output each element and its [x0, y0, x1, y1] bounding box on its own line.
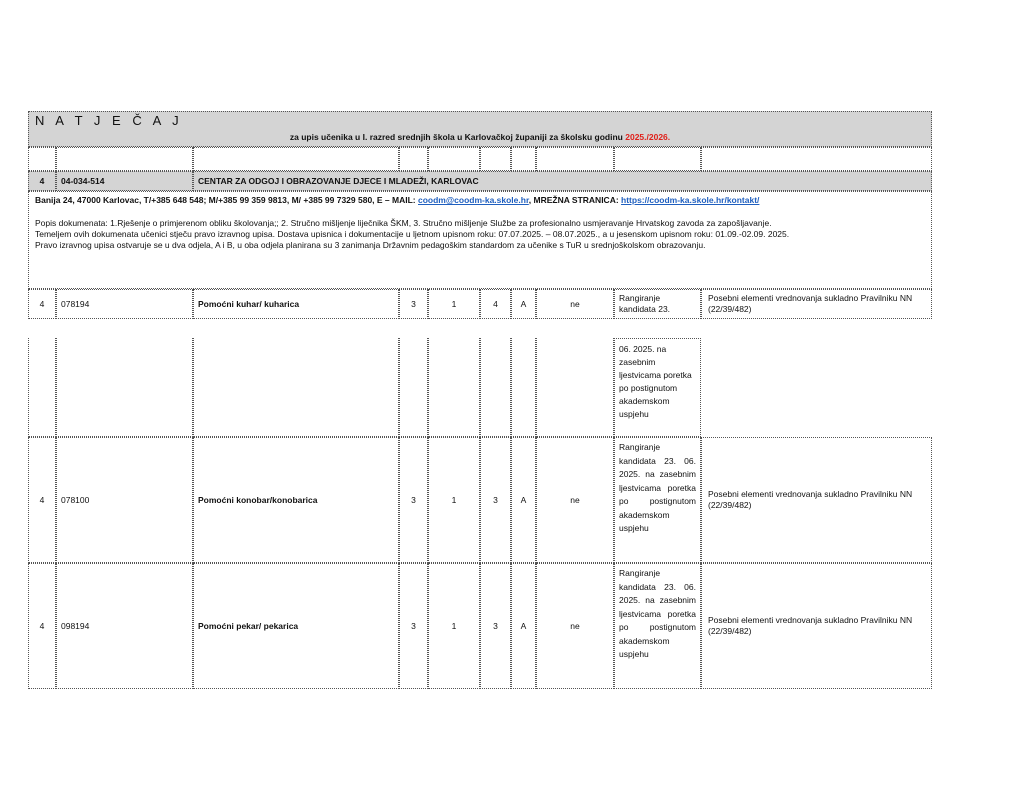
note-line: Temeljem ovih dokumenata učenici stječu pravo izravnog upisa. Dostava upisnica i dokumentacije u ljetnom upisnom roku: 07.07.2025. – 08.07.2025., a u jesenskom upisnom roku: 01.09.-02.09. 2025.	[35, 229, 790, 239]
row3-county: 4	[28, 563, 56, 689]
row1-c4: A	[511, 289, 536, 319]
empty-header-cell	[701, 147, 932, 171]
row3-c4: A	[511, 563, 536, 689]
empty-header-cell	[28, 147, 56, 171]
row3-code: 098194	[56, 563, 193, 689]
row1-c1: 3	[399, 289, 428, 319]
contact-text: Banija 24, 47000 Karlovac, T/+385 648 548; M/+385 99 359 9813, M/ +385 99 7329 580, E – MAIL:	[35, 195, 418, 205]
row3-c5: ne	[536, 563, 614, 689]
row2-c5: ne	[536, 437, 614, 563]
row1-cont-code	[56, 338, 193, 437]
empty-header-cell	[399, 147, 428, 171]
empty-header-cell	[536, 147, 614, 171]
contact-mid-text: , MREŽNA STRANICA:	[528, 195, 622, 205]
row3-ranking: Rangiranje kandidata 23. 06. 2025. na zasebnim ljestvicama poretka po postignutom akademskom uspjehu	[614, 563, 701, 689]
row1-cont-c1	[399, 338, 428, 437]
note-line: Pravo izravnog upisa ostvaruje se u dva odjela, A i B, u oba odjela planirana su 3 zanimanja Državnim pedagoškim standardom za učenike s TuR u srednjoškolskom obrazovanju.	[35, 240, 706, 250]
note-line: Popis dokumenata: 1.Rješenje o primjerenom obliku školovanja;; 2. Stručno mišljenje liječnika ŠKM, 3. Stručno mišljenje Službe za profesionalno usmjeravanje Hrvatskog zavoda za zapošljavanje.	[35, 218, 772, 228]
empty-header-cell	[511, 147, 536, 171]
school-name: CENTAR ZA ODGOJ I OBRAZOVANJE DJECE I MLADEŽI, KARLOVAC	[193, 171, 932, 191]
subtitle-text: za upis učenika u I. razred srednjih škola u Karlovačkoj županiji za školsku godinu	[289, 132, 626, 142]
email-link[interactable]: coodm@coodm-ka.skole.hr	[418, 195, 529, 205]
row1-c3: 4	[480, 289, 511, 319]
row2-ranking: Rangiranje kandidata 23. 06. 2025. na zasebnim ljestvicama poretka po postignutom akademskom uspjehu	[614, 437, 701, 563]
row1-criteria: Posebni elementi vrednovanja sukladno Pravilniku NN (22/39/482)	[701, 289, 932, 319]
row2-c1: 3	[399, 437, 428, 563]
row3-c3: 3	[480, 563, 511, 689]
school-county-number: 4	[28, 171, 56, 191]
row1-ranking-part1: Rangiranje kandidata 23.	[614, 289, 701, 319]
website-link[interactable]: https://coodm-ka.skole.hr/kontakt/	[621, 195, 760, 205]
row1-ranking-part2: 06. 2025. na zasebnim ljestvicama poretka po postignutom akademskom uspjehu	[614, 338, 701, 437]
page-title: N A T J E Č A J	[35, 113, 183, 128]
row3-c1: 3	[399, 563, 428, 689]
school-info-cell	[28, 191, 932, 289]
row1-cont-c3	[480, 338, 511, 437]
empty-header-cell	[480, 147, 511, 171]
row1-program: Pomoćni kuhar/ kuharica	[193, 289, 399, 319]
row1-cont-c2	[428, 338, 480, 437]
row1-county: 4	[28, 289, 56, 319]
row2-county: 4	[28, 437, 56, 563]
row2-program: Pomoćni konobar/konobarica	[193, 437, 399, 563]
row3-program: Pomoćni pekar/ pekarica	[193, 563, 399, 689]
row3-criteria: Posebni elementi vrednovanja sukladno Pravilniku NN (22/39/482)	[701, 563, 932, 689]
row1-cont-c5	[536, 338, 614, 437]
row1-cont-program	[193, 338, 399, 437]
row2-c3: 3	[480, 437, 511, 563]
school-year: 2025./2026.	[625, 132, 671, 142]
school-contact	[35, 195, 925, 206]
page-subtitle	[29, 132, 931, 143]
empty-header-cell	[614, 147, 701, 171]
school-code: 04-034-514	[56, 171, 193, 191]
row1-c2: 1	[428, 289, 480, 319]
row1-cont-county	[28, 338, 56, 437]
row2-c2: 1	[428, 437, 480, 563]
row2-criteria: Posebni elementi vrednovanja sukladno Pravilniku NN (22/39/482)	[701, 437, 932, 563]
row3-c2: 1	[428, 563, 480, 689]
empty-header-cell	[193, 147, 399, 171]
row1-cont-c4	[511, 338, 536, 437]
row2-c4: A	[511, 437, 536, 563]
empty-header-cell	[428, 147, 480, 171]
title-cell	[28, 111, 932, 147]
row1-code: 078194	[56, 289, 193, 319]
row2-code: 078100	[56, 437, 193, 563]
row1-c5: ne	[536, 289, 614, 319]
empty-header-cell	[56, 147, 193, 171]
